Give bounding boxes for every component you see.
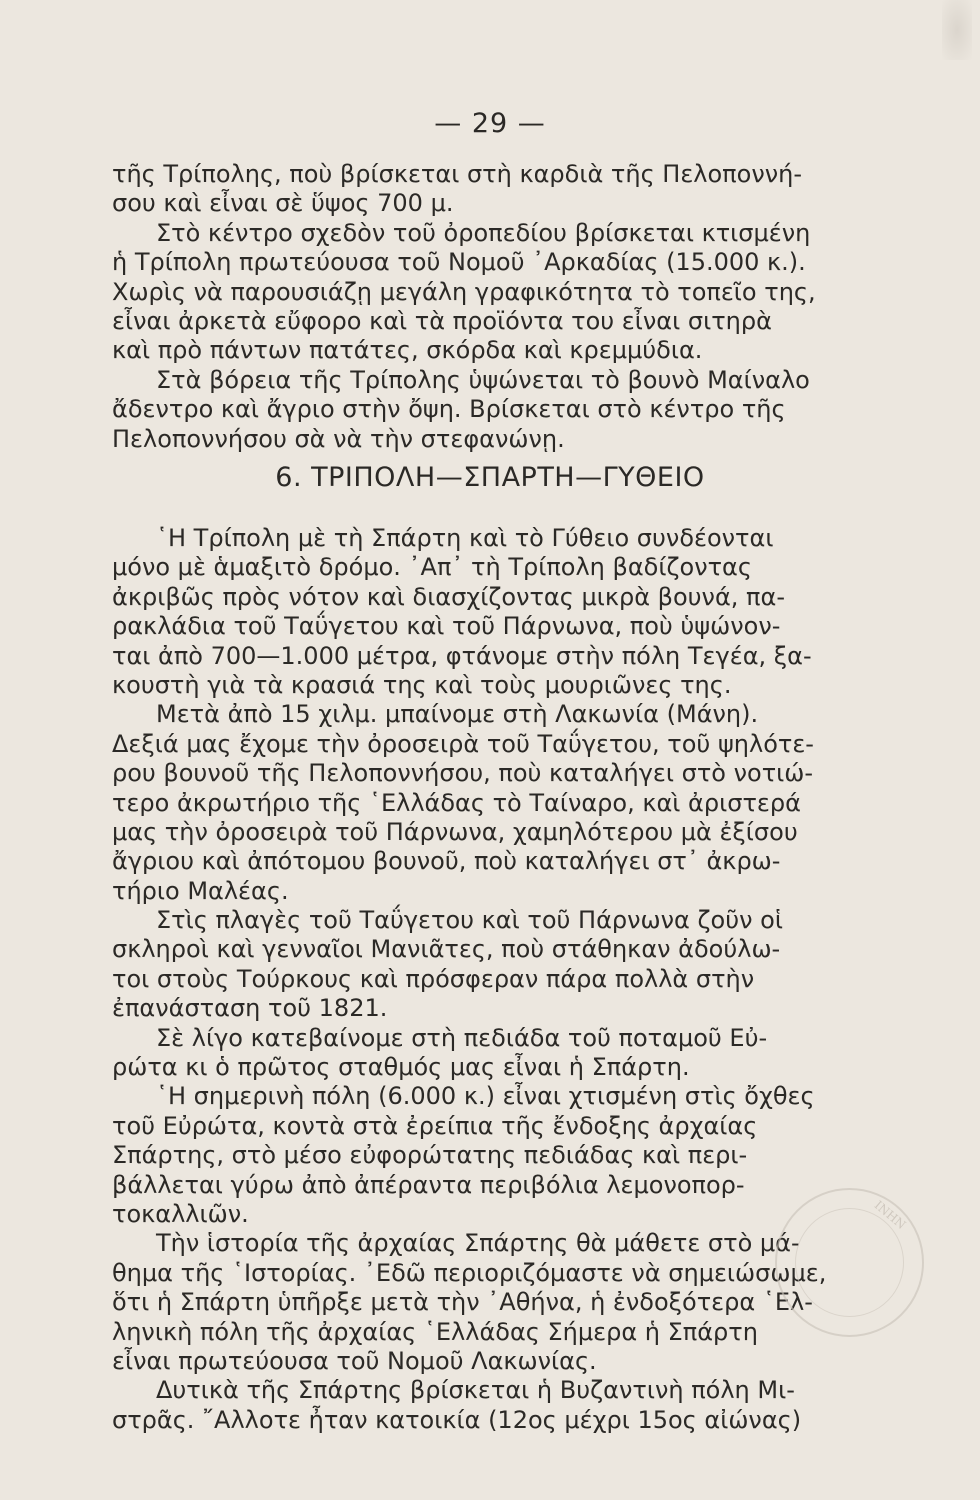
text-line: ται ἀπὸ 700—1.000 μέτρα, φτάνομε στὴν πόλη Τεγέα, ξα- xyxy=(112,641,812,670)
text-line: καὶ πρὸ πάντων πατάτες, σκόρδα καὶ κρεμμύδια. xyxy=(112,336,703,365)
text-line: τοῦ Εὐρώτα, κοντὰ στὰ ἐρείπια τῆς ἔνδοξης ἀρχαίας xyxy=(112,1111,758,1140)
text-line: Μετὰ ἀπὸ 15 χιλμ. μπαίνομε στὴ Λακωνία (Μάνη). xyxy=(156,700,759,729)
paragraph-block-tripoli xyxy=(112,160,852,454)
text-line: βάλλεται γύρω ἀπὸ ἀπέραντα περιβόλια λεμονοπορ- xyxy=(112,1170,745,1199)
text-line: ρου βουνοῦ τῆς Πελοποννήσου, ποὺ καταλήγει στὸ νοτιώ- xyxy=(112,759,814,788)
text-line: ἀκριβῶς πρὸς νότον καὶ διασχίζοντας μικρὰ βουνά, πα- xyxy=(112,582,785,611)
text-line: Σὲ λίγο κατεβαίνομε στὴ πεδιάδα τοῦ ποταμοῦ Εὐ- xyxy=(156,1023,768,1052)
paragraph-block-sparta xyxy=(112,524,852,1435)
text-line: Τὴν ἱστορία τῆς ἀρχαίας Σπάρτης θὰ μάθετε στὸ μά- xyxy=(156,1229,800,1258)
text-line: τῆς Τρίπολης, ποὺ βρίσκεται στὴ καρδιὰ τῆς Πελοποννή- xyxy=(112,160,802,188)
text-line: ῾Η σημερινὴ πόλη (6.000 κ.) εἶναι χτισμένη στὶς ὄχθες xyxy=(156,1082,815,1111)
text-line: κουστὴ γιὰ τὰ κρασιά της καὶ τοὺς μουριῶνες της. xyxy=(112,670,732,699)
text-line: θημα τῆς ῾Ιστορίας. ᾿Εδῶ περιοριζόμαστε νὰ σημειώσωμε, xyxy=(112,1258,827,1287)
text-line: εἶναι πρωτεύουσα τοῦ Νομοῦ Λακωνίας. xyxy=(112,1346,597,1375)
text-line: στρᾶς. ῎Αλλοτε ἦταν κατοικία (12ος μέχρι 15ος αἰώνας) xyxy=(112,1405,802,1434)
text-line: Χωρὶς νὰ παρουσιάζῃ μεγάλη γραφικότητα τὸ τοπεῖο της, xyxy=(112,277,816,306)
text-line: τήριο Μαλέας. xyxy=(112,876,289,905)
text-line: Στὶς πλαγὲς τοῦ Ταΰγετου καὶ τοῦ Πάρνωνα ζοῦν οἱ xyxy=(156,906,783,935)
text-line: ρακλάδια τοῦ Ταΰγετου καὶ τοῦ Πάρνωνα, ποὺ ὑψώνον- xyxy=(112,612,781,641)
chapter-heading: 6. ΤΡΙΠΟΛΗ—ΣΠΑΡΤΗ—ΓΥΘΕΙΟ xyxy=(275,462,705,493)
text-line: ἡ Τρίπολη πρωτεύουσα τοῦ Νομοῦ ᾿Αρκαδίας (15.000 κ.). xyxy=(112,248,806,277)
text-line: ρώτα κι ὁ πρῶτος σταθμός μας εἶναι ἡ Σπάρτη. xyxy=(112,1053,690,1082)
text-line: μας τὴν ὀροσειρὰ τοῦ Πάρνωνα, χαμηλότερου μὰ ἐξίσου xyxy=(112,817,798,846)
text-line: Στὸ κέντρο σχεδὸν τοῦ ὀροπεδίου βρίσκεται κτισμένη xyxy=(156,218,811,247)
text-line: σου καὶ εἶναι σὲ ὕψος 700 μ. xyxy=(112,189,454,218)
text-line: Πελοποννήσου σὰ νὰ τὴν στεφανώνῃ. xyxy=(112,424,565,453)
text-line: Δυτικὰ τῆς Σπάρτης βρίσκεται ἡ Βυζαντινὴ πόλη Μι- xyxy=(156,1376,795,1405)
text-line: ληνικὴ πόλη τῆς ἀρχαίας ῾Ελλάδας Σήμερα ἡ Σπάρτη xyxy=(112,1317,758,1346)
text-line: τοκαλλιῶν. xyxy=(112,1199,249,1228)
text-line: εἶναι ἀρκετὰ εὔφορο καὶ τὰ προϊόντα του εἶναι σιτηρὰ xyxy=(112,306,772,335)
text-line: ὅτι ἡ Σπάρτη ὑπῆρξε μετὰ τὴν ᾿Αθήνα, ἡ ἐνδοξότερα ῾Ελ- xyxy=(112,1288,813,1317)
page-edge-smudge xyxy=(942,0,972,60)
text-line: ἄδεντρο καὶ ἄγριο στὴν ὄψη. Βρίσκεται στὸ κέντρο τῆς xyxy=(112,395,786,424)
text-line: Στὰ βόρεια τῆς Τρίπολης ὑψώνεται τὸ βουνὸ Μαίναλο xyxy=(156,365,810,394)
text-line: ῾Η Τρίπολη μὲ τὴ Σπάρτη καὶ τὸ Γύθειο συνδέονται xyxy=(156,524,774,552)
page-number: — 29 — xyxy=(434,108,546,139)
text-line: Σπάρτης, στὸ μέσο εὐφορώτατης πεδιάδας καὶ περι- xyxy=(112,1141,748,1170)
text-line: Δεξιά μας ἔχομε τὴν ὀροσειρὰ τοῦ Ταΰγετου, τοῦ ψηλότε- xyxy=(112,729,814,758)
library-stamp-ring xyxy=(795,1208,904,1317)
text-line: μόνο μὲ ἁμαξιτὸ δρόμο. ᾿Απ᾿ τὴ Τρίπολη βαδίζοντας xyxy=(112,553,752,582)
text-line: ἄγριου καὶ ἀπότομου βουνοῦ, ποὺ καταλήγει στ᾿ ἀκρω- xyxy=(112,847,781,876)
text-line: σκληροὶ καὶ γενναῖοι Μανιᾶτες, ποὺ στάθηκαν ἀδούλω- xyxy=(112,935,781,964)
text-line: τοι στοὺς Τούρκους καὶ πρόσφεραν πάρα πολλὰ στὴν xyxy=(112,964,755,993)
library-stamp xyxy=(775,1188,924,1337)
library-stamp-text: INHN xyxy=(871,1197,909,1233)
text-line: ἐπανάσταση τοῦ 1821. xyxy=(112,994,388,1023)
text-line: τερο ἀκρωτήριο τῆς ῾Ελλάδας τὸ Ταίναρο, καὶ ἀριστερά xyxy=(112,788,801,817)
